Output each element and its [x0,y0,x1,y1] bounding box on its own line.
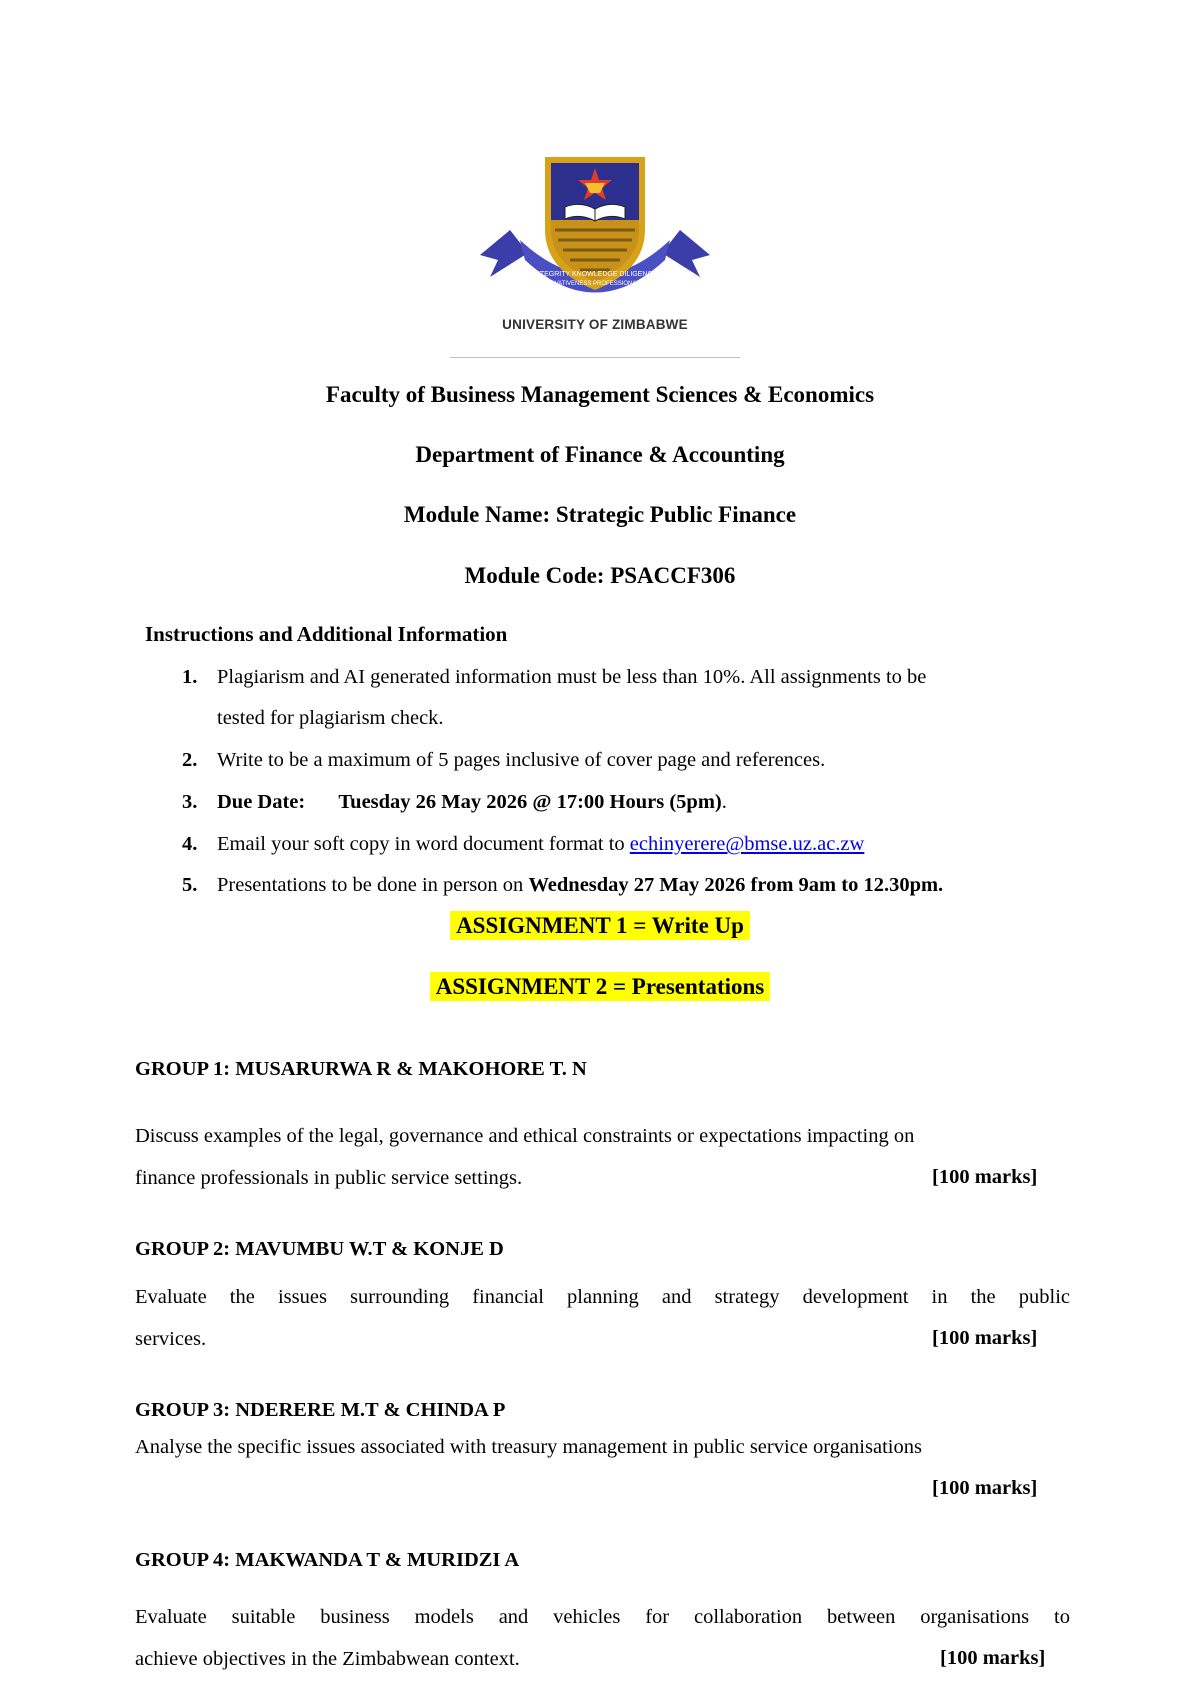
group-4-text: Evaluate suitable business models and vehicles for collaboration between organisations to achieve objectives in the Zimbabwean context. [135,1606,1070,1670]
group-3-marks: [100 marks] [932,1477,1038,1499]
due-date-value: Tuesday 26 May 2026 @ 17:00 Hours (5pm) [338,791,722,813]
group-1-marks: [100 marks] [932,1166,1038,1188]
group-2-text: Evaluate the issues surrounding financial planning and strategy development in the public services. [135,1286,1070,1350]
due-date-label: Due Date: [217,791,306,813]
presentation-date: Wednesday 27 May 2026 from 9am to 12.30pm. [528,874,944,896]
logo-divider [450,357,740,358]
instruction-4-text: Email your soft copy in word document format to [217,833,630,855]
instruction-5-text: Presentations to be done in person on [217,874,529,896]
group-2-marks: [100 marks] [932,1327,1038,1349]
instruction-2-text: Write to be a maximum of 5 pages inclusive of cover page and references. [217,749,826,771]
faculty-heading: Faculty of Business Management Sciences & Economics [325,382,875,407]
university-logo [450,135,740,360]
instruction-item-1: 1. Plagiarism and AI generated information must be less than 10%. All assignments to be tested for plagiarism check. [182,666,927,729]
group-1-text: Discuss examples of the legal, governance and ethical constraints or expectations impacting on finance professionals in public service settings. [135,1125,915,1189]
group-3-title: GROUP 3: NDERERE M.T & CHINDA P [135,1399,506,1421]
assignment-1-banner: ASSIGNMENT 1 = Write Up [450,911,750,940]
group-4-title: GROUP 4: MAKWANDA T & MURIDZI A [135,1549,520,1571]
module-code-heading: Module Code: PSACCF306 [464,563,736,588]
group-2-title: GROUP 2: MAVUMBU W.T & KONJE D [135,1238,504,1260]
crest-icon [450,135,740,315]
module-name-heading: Module Name: Strategic Public Finance [403,502,797,527]
group-4-marks: [100 marks] [940,1647,1046,1669]
instruction-1-line2: tested for plagiarism check. [217,707,444,729]
ribbon-text-top: INTEGRITY KNOWLEDGE DILIGENCE [532,271,658,278]
logo-caption: UNIVERSITY OF ZIMBABWE [502,317,688,332]
instructions-title: Instructions and Additional Information [145,622,508,646]
department-heading: Department of Finance & Accounting [415,442,785,467]
ribbon-text-bottom: INNOVATIVENESS PROFESSIONALISM [539,281,651,287]
email-link[interactable]: echinyerere@bmse.uz.ac.zw [629,833,865,855]
group-3-text: Analyse the specific issues associated with treasury management in public service organisations [135,1436,922,1458]
assignment-2-banner: ASSIGNMENT 2 = Presentations [430,972,771,1001]
document-page: INTEGRITY KNOWLEDGE DILIGENCE INNOVATIVENESS PROFESSIONALISM UNIVERSITY OF ZIMBABWE Faculty of Business Management Sciences & Economics Department of Finance & Accounting Module Name: Strategic Public Finance Module Code: PSACCF306 Instructions and Additional Information 1. Plagiarism and AI generated information must be less than 10%. All assignments to be tested for plagiarism check. 2. Write to be a maximum of 5 pages inclusive of cover page and references. 3. Due Date: Tuesday 26 May 2026 @ 17:00 Hours (5pm). 4. Email your soft copy in word document format to echinyerere@bmse.uz.ac.zw 5. Presentations to be done in person on Wednesday 27 May 2026 from 9am to 12.30pm. ASSIGNMENT 1 = Write Up ASSIGNMENT 2 = Presentations GROUP 1: MUSARURWA R & MAKOHORE T. N Discuss examples of the legal, governance and ethical constraints or expectations impacting on finance professionals in public service settings. [100 marks] GROUP 2: MAVUMBU W.T & KONJE D Evaluate the issues surrounding financial planning and strategy development in the public services. [100 marks] GROUP 3: NDERERE M.T & CHINDA P Analyse the specific issues associated with treasury management in public service organisations [100 marks] GROUP 4: MAKWANDA T & MURIDZI A Evaluate suitable business models and vehicles for collaboration between organisations to achieve objectives in the Zimbabwean context. [100 marks] [0,0,1200,1696]
group-1-title: GROUP 1: MUSARURWA R & MAKOHORE T. N [135,1058,587,1080]
instruction-1-line1: Plagiarism and AI generated information must be less than 10%. All assignments to be [217,666,927,688]
